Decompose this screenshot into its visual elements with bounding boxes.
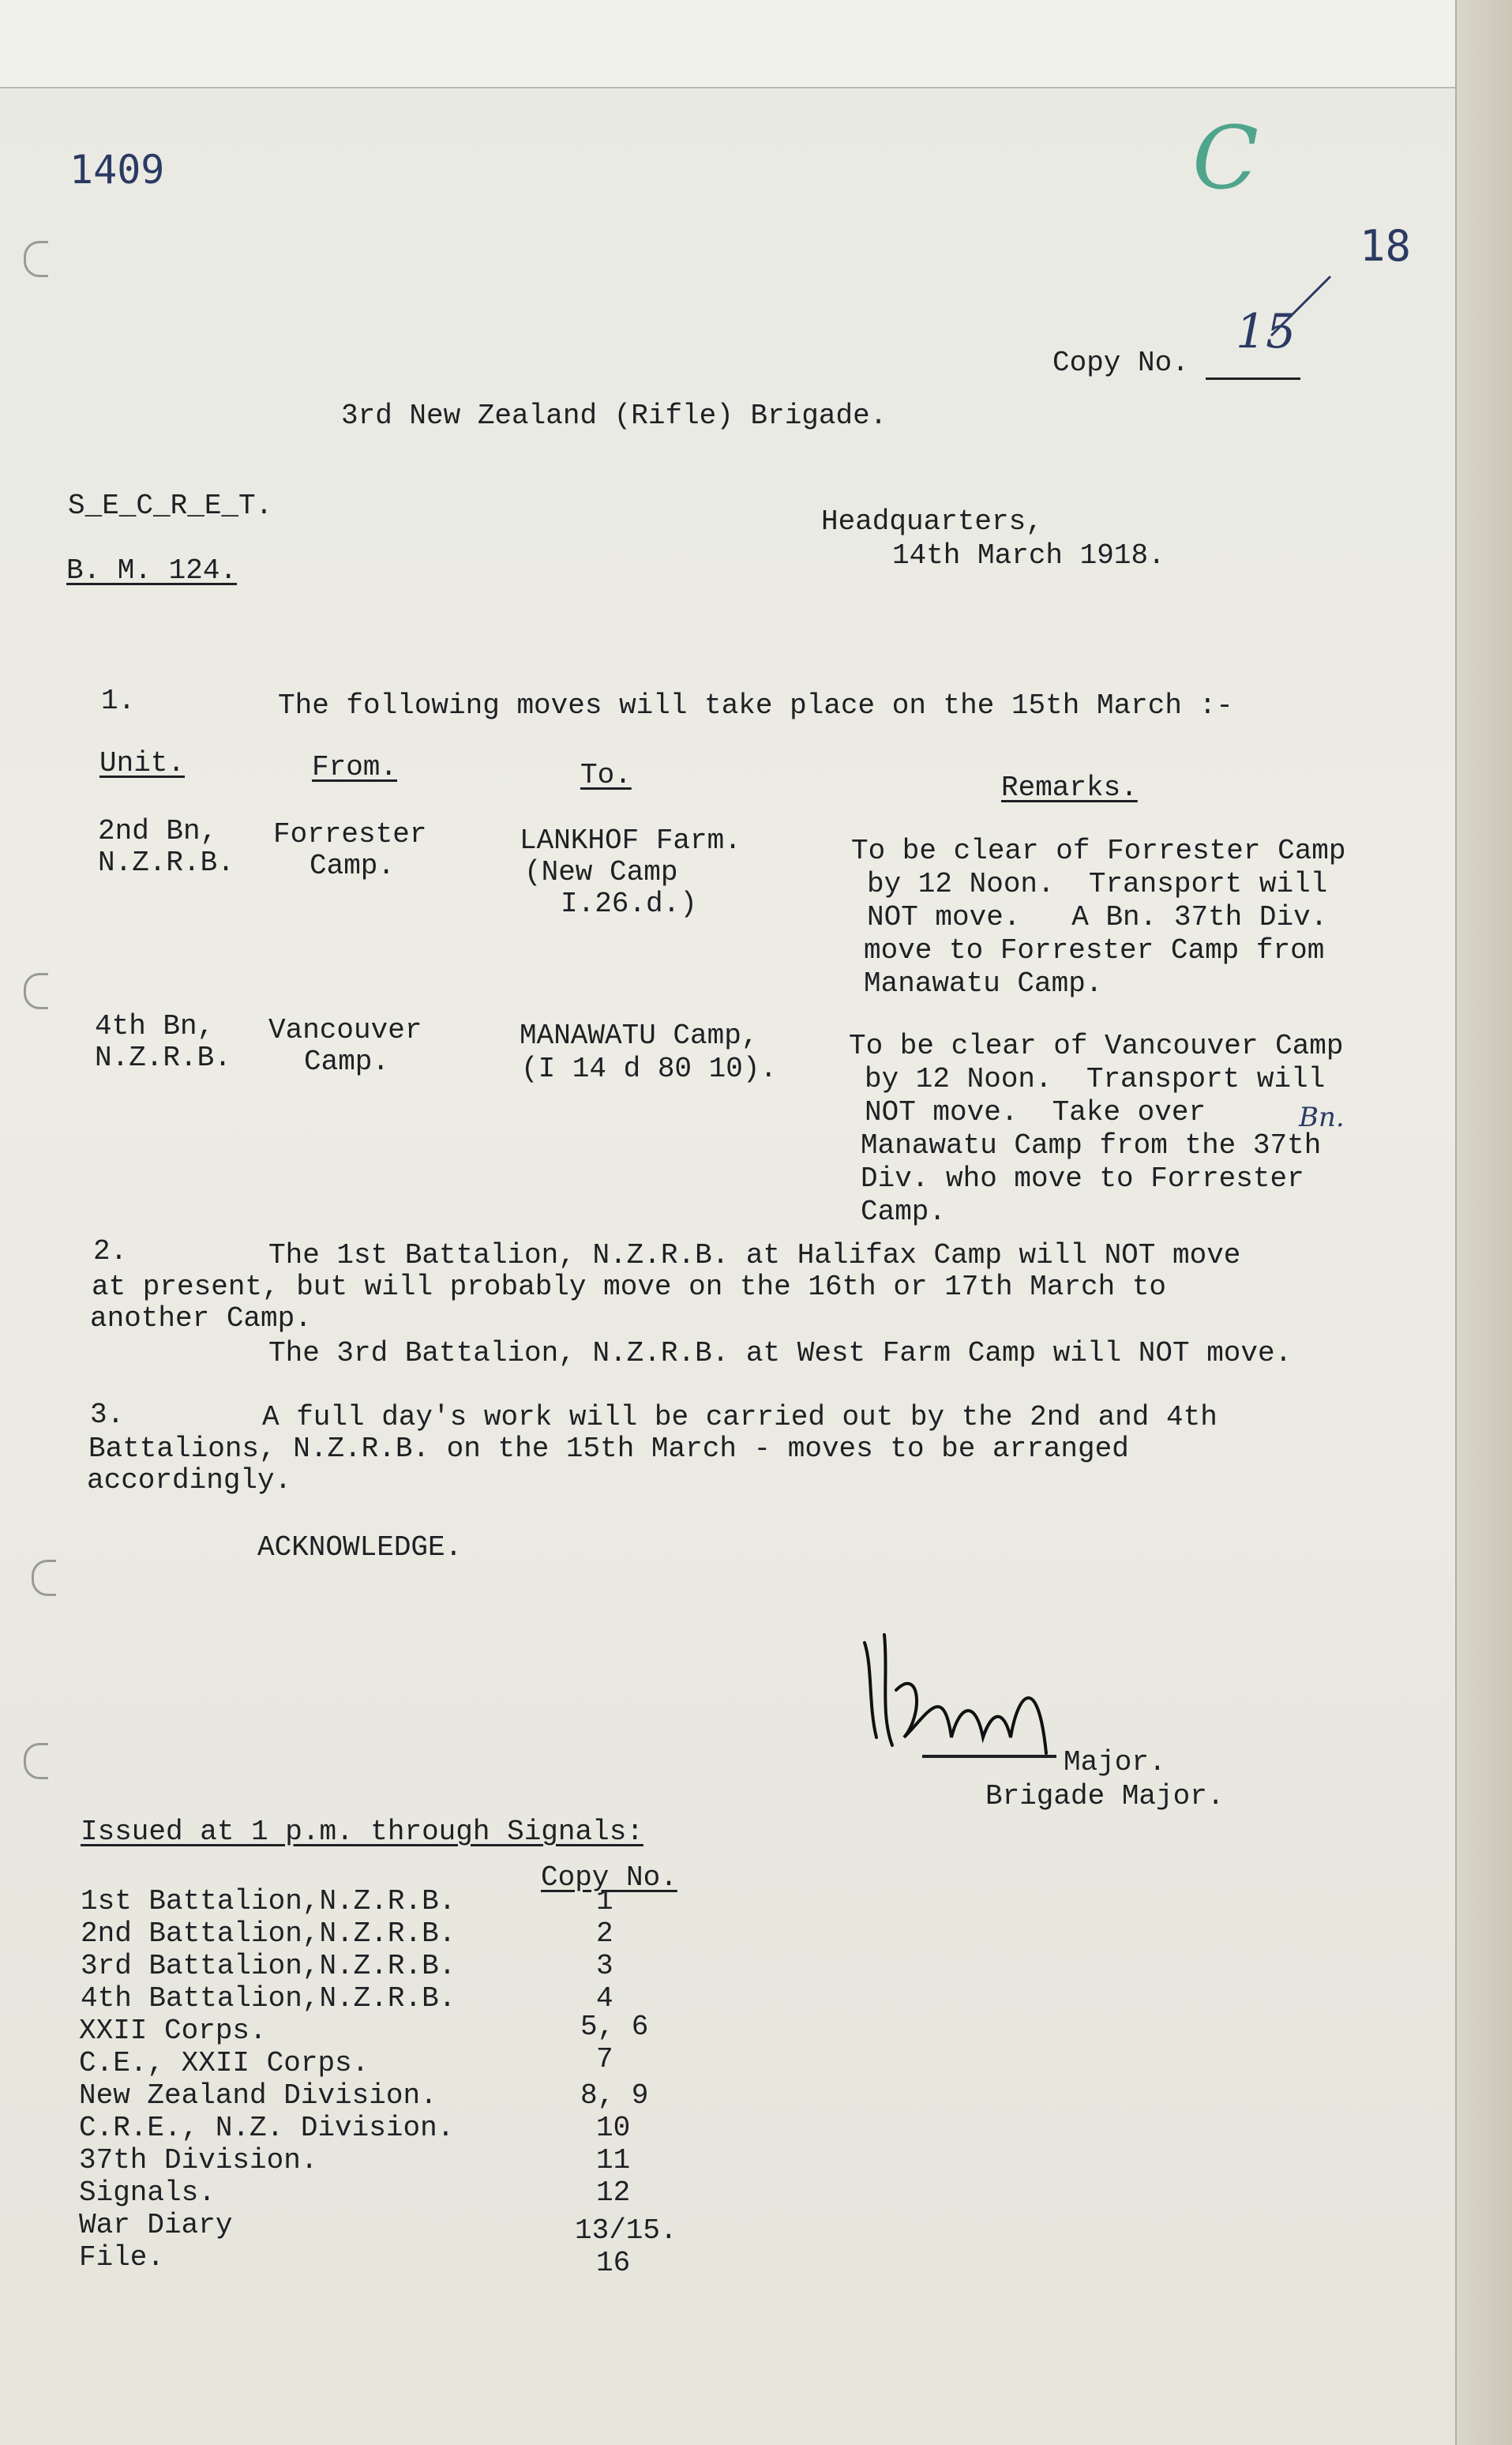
handwritten-signature bbox=[849, 1619, 1078, 1761]
remarks-cell: Manawatu Camp. bbox=[864, 967, 1103, 1000]
from-cell: Camp. bbox=[310, 850, 396, 882]
signature-rule bbox=[922, 1755, 1056, 1758]
remarks-cell: by 12 Noon. Transport will bbox=[865, 1063, 1326, 1095]
list-item: 1st Battalion,N.Z.R.B. bbox=[81, 1885, 456, 1917]
copy-number: 1 bbox=[596, 1885, 613, 1917]
unit-cell: 4th Bn, bbox=[95, 1010, 215, 1042]
para-3-line: A full day's work will be carried out by the 2nd and 4th bbox=[262, 1401, 1217, 1433]
handwritten-insert: Bn. bbox=[1299, 1102, 1345, 1133]
para-2-line: at present, but will probably move on the 16th or 17th March to bbox=[92, 1271, 1167, 1303]
from-cell: Camp. bbox=[304, 1046, 390, 1078]
copy-number: 4 bbox=[596, 1982, 613, 2015]
copy-no-header: Copy No. bbox=[541, 1861, 677, 1894]
reference-number: B. M. 124. bbox=[66, 554, 238, 587]
list-item: File. bbox=[79, 2241, 165, 2274]
remarks-cell: To be clear of Forrester Camp bbox=[851, 835, 1346, 867]
remarks-cell: Div. who move to Forrester bbox=[861, 1162, 1304, 1195]
to-cell: I.26.d.) bbox=[561, 888, 697, 920]
copy-number: 2 bbox=[596, 1917, 613, 1950]
list-item: 3rd Battalion,N.Z.R.B. bbox=[81, 1950, 456, 1982]
unit-cell: 2nd Bn, bbox=[98, 815, 218, 847]
copy-no-value: 15 bbox=[1236, 304, 1296, 359]
brigade-title: 3rd New Zealand (Rifle) Brigade. bbox=[341, 400, 887, 432]
remarks-cell: Manawatu Camp from the 37th bbox=[861, 1129, 1322, 1162]
list-item: Signals. bbox=[79, 2176, 216, 2209]
para-2-number: 2. bbox=[93, 1235, 128, 1268]
col-header-remarks: Remarks. bbox=[1001, 772, 1138, 804]
list-item: War Diary bbox=[79, 2209, 233, 2241]
list-item: 37th Division. bbox=[79, 2144, 318, 2176]
para-2-line: another Camp. bbox=[90, 1302, 312, 1335]
list-item: C.E., XXII Corps. bbox=[79, 2047, 370, 2079]
col-header-to: To. bbox=[580, 759, 632, 791]
para-3-line: Battalions, N.Z.R.B. on the 15th March - moves to be arranged bbox=[88, 1433, 1129, 1465]
registry-mark: C bbox=[1192, 107, 1259, 208]
para-2-line: The 1st Battalion, N.Z.R.B. at Halifax Camp will NOT move bbox=[268, 1239, 1241, 1271]
list-item: C.R.E., N.Z. Division. bbox=[79, 2112, 455, 2144]
copy-number: 3 bbox=[596, 1950, 613, 1982]
remarks-cell: NOT move. Take over bbox=[865, 1096, 1206, 1129]
list-item: 4th Battalion,N.Z.R.B. bbox=[81, 1982, 456, 2015]
remarks-cell: move to Forrester Camp from bbox=[864, 934, 1325, 967]
distribution-heading: Issued at 1 p.m. through Signals: bbox=[81, 1816, 643, 1848]
para-3-number: 3. bbox=[90, 1399, 125, 1431]
to-cell: MANAWATU Camp, bbox=[520, 1020, 759, 1052]
copy-number: 12 bbox=[596, 2176, 631, 2209]
para-2-second-sentence: The 3rd Battalion, N.Z.R.B. at West Farm Camp will NOT move. bbox=[268, 1337, 1293, 1369]
copy-number: 5, 6 bbox=[580, 2011, 649, 2043]
copy-no-label: Copy No. bbox=[1052, 347, 1189, 379]
remarks-cell: NOT move. A Bn. 37th Div. bbox=[867, 901, 1328, 933]
col-header-from: From. bbox=[312, 751, 398, 783]
to-cell: LANKHOF Farm. bbox=[520, 824, 741, 857]
remarks-cell: Camp. bbox=[861, 1196, 947, 1228]
copy-no-rule bbox=[1206, 377, 1300, 380]
classification: S_E_C_R_E_T. bbox=[68, 490, 273, 522]
copy-number: 10 bbox=[596, 2112, 631, 2144]
unit-cell: N.Z.R.B. bbox=[98, 847, 234, 879]
signatory-role: Brigade Major. bbox=[985, 1780, 1225, 1812]
copy-number: 11 bbox=[596, 2144, 631, 2176]
signatory-rank: Major. bbox=[1064, 1746, 1166, 1778]
page-number: 18 bbox=[1360, 221, 1412, 271]
remarks-cell: To be clear of Vancouver Camp bbox=[849, 1030, 1344, 1062]
list-item: 2nd Battalion,N.Z.R.B. bbox=[81, 1917, 456, 1950]
list-item: New Zealand Division. bbox=[79, 2079, 437, 2112]
copy-number: 16 bbox=[596, 2247, 631, 2279]
from-cell: Vancouver bbox=[268, 1014, 422, 1046]
col-header-unit: Unit. bbox=[99, 747, 186, 779]
copy-number: 7 bbox=[596, 2043, 613, 2075]
file-number: 1409 bbox=[69, 147, 165, 193]
origin-line: Headquarters, bbox=[821, 505, 1043, 538]
copy-number: 8, 9 bbox=[580, 2079, 649, 2112]
para-1-number: 1. bbox=[101, 685, 136, 717]
para-3-line: accordingly. bbox=[87, 1464, 292, 1497]
acknowledge: ACKNOWLEDGE. bbox=[257, 1531, 463, 1564]
to-cell: (New Camp bbox=[524, 856, 678, 888]
copy-number: 13/15. bbox=[575, 2214, 677, 2247]
remarks-cell: by 12 Noon. Transport will bbox=[867, 868, 1328, 900]
from-cell: Forrester bbox=[273, 818, 427, 851]
origin-date: 14th March 1918. bbox=[892, 539, 1165, 572]
para-1-text: The following moves will take place on the 15th March :- bbox=[278, 689, 1233, 722]
list-item: XXII Corps. bbox=[79, 2015, 267, 2047]
to-cell: (I 14 d 80 10). bbox=[521, 1053, 778, 1085]
unit-cell: N.Z.R.B. bbox=[95, 1042, 231, 1074]
